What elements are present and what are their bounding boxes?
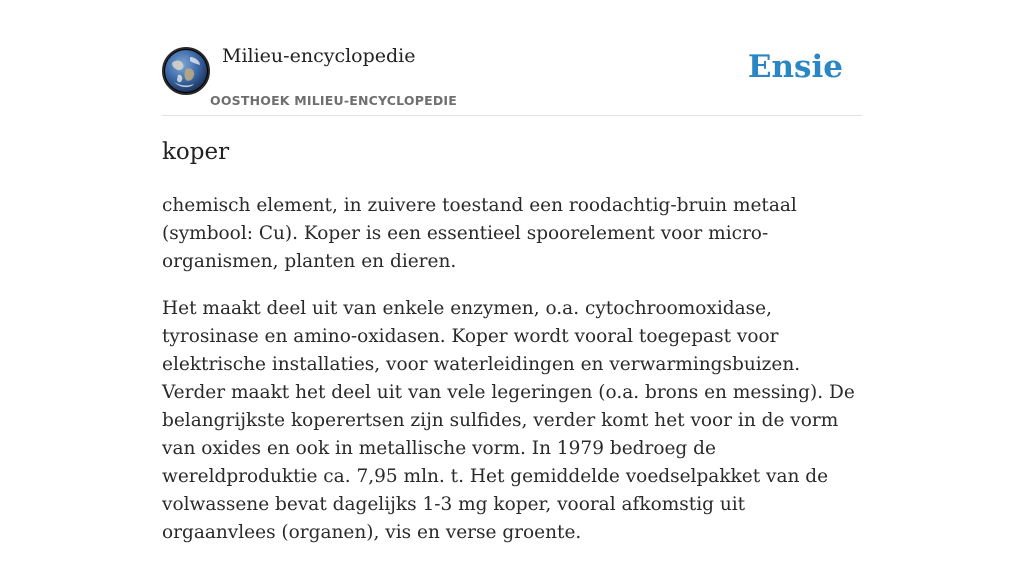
earth-globe-icon[interactable] [162, 47, 210, 95]
site-subtitle: OOSTHOEK MILIEU-ENCYCLOPEDIE [210, 93, 457, 108]
entry-paragraph: Het maakt deel uit van enkele enzymen, o.a. cytochroomoxidase, tyrosinase en amino-oxidasen. Koper wordt vooral toegepast voor elektrische installaties, voor waterleidingen en verwarmingsbuizen. Verder maakt het deel uit van vele legeringen (o.a. brons en messing). De belangrijkste kopererts​en zijn sulfides, verder komt het voor in de vorm van oxides en ook in metallische vorm. In 1979 bedroeg de wereldproduktie ca. 7,95 mln. t. Het gemiddelde voedselpakket van de volwassene bevat dagelijks 1-3 mg koper, vooral afkomstig uit orgaanvlees (organen), vis en verse groente. [162, 298, 855, 543]
entry-card [162, 0, 862, 543]
entry-paragraph: chemisch element, in zuivere toestand een roodachtig-bruin metaal (symbool: Cu). Koper is een essentieel spoorelement voor micro-organismen, planten en dieren. [162, 195, 797, 272]
site-header [162, 0, 862, 116]
entry-title: koper [162, 139, 230, 165]
site-title[interactable]: Milieu-encyclopedie [222, 45, 416, 67]
entry-body [162, 192, 862, 566]
ensie-logo-link[interactable]: Ensie [747, 49, 843, 85]
